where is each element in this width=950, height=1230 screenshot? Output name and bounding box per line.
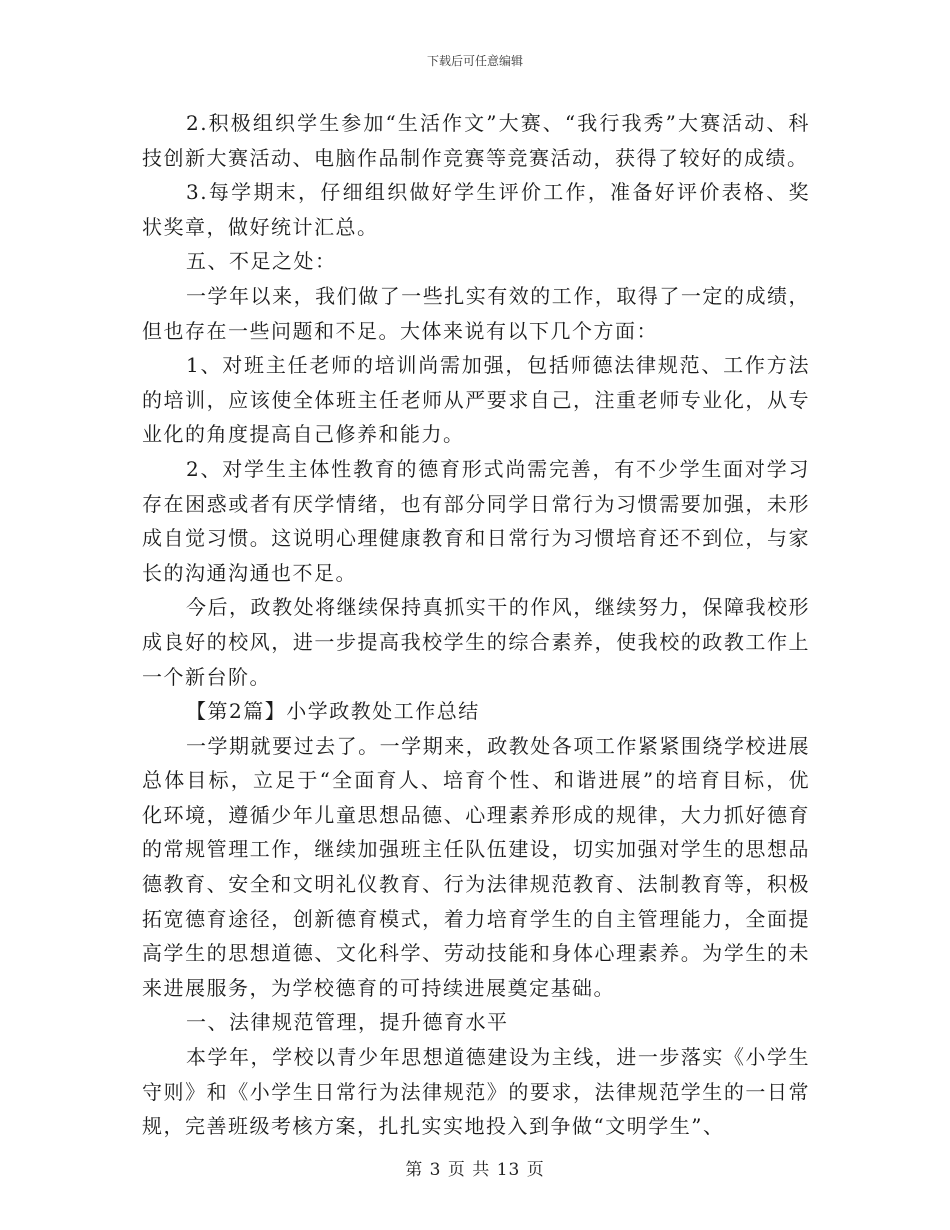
paragraph: 3.每学期末，仔细组织做好学生评价工作，准备好评价表格、奖状奖章，做好统计汇总。 — [142, 180, 810, 239]
paragraph: 本学年，学校以青少年思想道德建设为主线，进一步落实《小学生守则》和《小学生日常行为法律规范》的要求，法律规范学生的一日常规，完善班级考核方案，扎扎实实地投入到争做“文明学生”、 — [142, 1045, 810, 1139]
paragraph: 一学期就要过去了。一学期来，政教处各项工作紧紧围绕学校进展总体目标，立足于“全面育人、培育个性、和谐进展”的培育目标，优化环境，遵循少年儿童思想品德、心理素养形成的规律，大力抓好德育的常规管理工作，继续加强班主任队伍建设，切实加强对学生的思想品德教育、安全和文明礼仪教育、行为法律规范教育、法制教育等，积极拓宽德育途径，创新德育模式，着力培育学生的自主管理能力，全面提高学生的思想道德、文化科学、劳动技能和身体心理素养。为学生的未来进展服务，为学校德育的可持续进展奠定基础。 — [142, 733, 810, 1000]
paragraph: 2.积极组织学生参加“生活作文”大赛、“我行我秀”大赛活动、科技创新大赛活动、电脑作品制作竞赛等竞赛活动，获得了较好的成绩。 — [142, 111, 810, 170]
page-number: 第 3 页 共 13 页 — [405, 1160, 545, 1180]
paragraph: 一学年以来，我们做了一些扎实有效的工作，取得了一定的成绩，但也存在一些问题和不足。大体来说有以下几个方面： — [142, 283, 810, 343]
paragraph: 今后，政教处将继续保持真抓实干的作风，继续努力，保障我校形成良好的校风，进一步提高我校学生的综合素养，使我校的政教工作上一个新台阶。 — [142, 595, 810, 689]
section-heading: 五、不足之处： — [186, 249, 337, 274]
section-heading: 一、法律规范管理，提升德育水平 — [186, 1010, 509, 1035]
article-title: 【第2篇】小学政教处工作总结 — [186, 699, 480, 724]
paragraph: 2、对学生主体性教育的德育形式尚需完善，有不少学生面对学习存在困惑或者有厌学情绪，也有部分同学日常行为习惯需要加强，未形成自觉习惯。这说明心理健康教育和日常行为习惯培育还不到位，与家长的沟通沟通也不足。 — [142, 456, 810, 585]
paragraph: 1、对班主任老师的培训尚需加强，包括师德法律规范、工作方法的培训，应该使全体班主任老师从严要求自己，注重老师专业化，从专业化的角度提高自己修养和能力。 — [142, 353, 810, 447]
page-body — [142, 106, 810, 1144]
page-header: 下载后可任意编辑 — [426, 54, 523, 68]
